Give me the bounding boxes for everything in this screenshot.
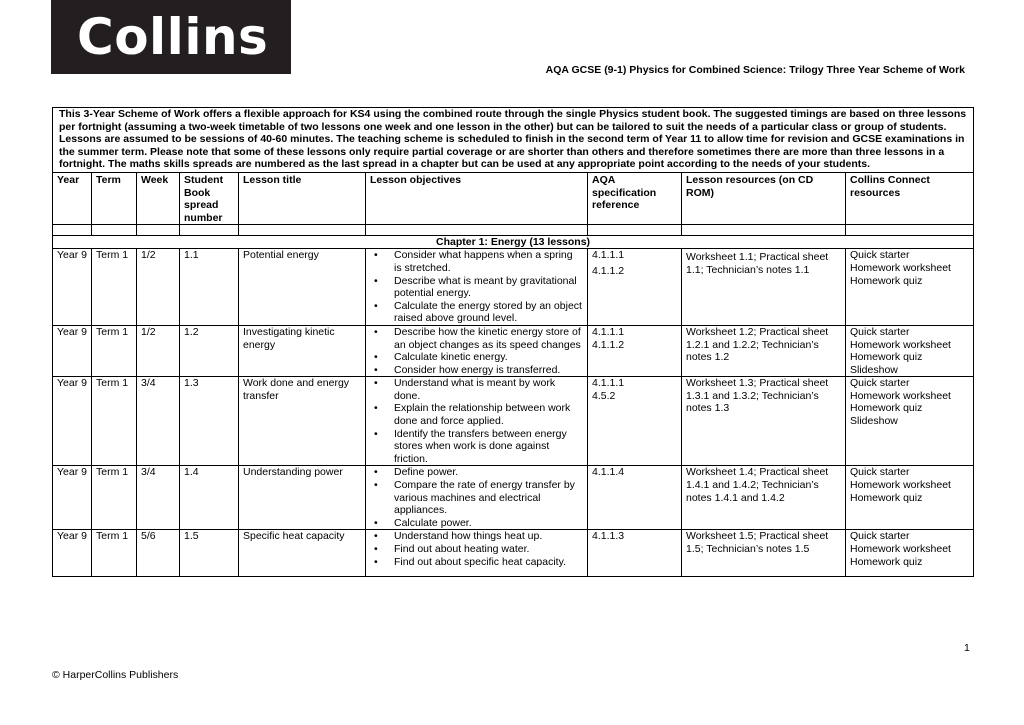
week-cell: 5/6 [137, 530, 180, 577]
connect-cell [846, 249, 974, 326]
spec-cell [588, 530, 682, 577]
connect-item: Quick starter [850, 530, 910, 543]
objective-item: • Explain the relationship between work done and force applied. [370, 402, 583, 427]
header-resources: Lesson resources (on CD ROM) [682, 172, 846, 224]
year-cell: Year 9 [53, 325, 92, 376]
spread-cell: 1.4 [180, 466, 239, 530]
objectives-cell [366, 466, 588, 530]
term-cell: Term 1 [92, 249, 137, 326]
header-spec: AQA specification reference [588, 172, 682, 224]
resources-cell: Worksheet 1.1; Practical sheet 1.1; Technician’s notes 1.1 [682, 249, 846, 326]
connect-cell [846, 325, 974, 376]
year-cell: Year 9 [53, 249, 92, 326]
objective-item: • Describe what is meant by gravitational potential energy. [370, 275, 583, 300]
copyright-footer: © HarperCollins Publishers [52, 669, 179, 681]
spec-ref: 4.1.1.2 [592, 338, 625, 351]
header-row [53, 172, 974, 224]
intro-text: This 3-Year Scheme of Work offers a flexible approach for KS4 using the combined route through the single Physics student book. The suggested timings are based on three lessons per fortnight (assuming a two-week timetable of two lessons one week and one lesson in the other) but can be tailored to suit the needs of a particular class or group of students. Lessons are assumed to be sessions of 40-60 minutes. The teaching scheme is scheduled to finish in the second term of Year 11 to allow time for revision and GCSE examinations in the summer term. Please note that some of these lessons only require partial coverage or are shorter than others and therefore sometimes there are more than three lessons in a fortnight. The maths skills spreads are numbered as the last spread in a chapter but can be used at any appropriate point according to the needs of your students. [53, 108, 974, 173]
objectives-cell [366, 325, 588, 376]
connect-item: Homework quiz [850, 402, 923, 415]
header-year: Year [53, 172, 92, 224]
page-number: 1 [964, 642, 970, 654]
objective-item: • Compare the rate of energy transfer by various machines and electrical appliances. [370, 479, 583, 517]
objective-item: • Consider how energy is transferred. [370, 364, 583, 377]
connect-item: Quick starter [850, 377, 910, 390]
connect-item: Homework worksheet [850, 389, 951, 402]
objective-item: • Consider what happens when a spring is stretched. [370, 249, 583, 274]
spec-cell [588, 325, 682, 376]
spread-cell: 1.1 [180, 249, 239, 326]
chapter-row [53, 236, 974, 249]
objectives-cell [366, 530, 588, 577]
term-cell: Term 1 [92, 466, 137, 530]
header-objectives: Lesson objectives [366, 172, 588, 224]
spec-ref: 4.1.1.3 [592, 530, 625, 543]
week-cell: 1/2 [137, 325, 180, 376]
connect-cell [846, 377, 974, 466]
header-week: Week [137, 172, 180, 224]
spec-ref: 4.1.1.4 [592, 466, 625, 479]
connect-cell [846, 466, 974, 530]
spec-ref: 4.1.1.2 [592, 264, 625, 277]
connect-item: Homework worksheet [850, 338, 951, 351]
lesson-title-cell: Understanding power [239, 466, 366, 530]
connect-item: Quick starter [850, 249, 910, 262]
week-cell: 1/2 [137, 249, 180, 326]
connect-item: Quick starter [850, 466, 910, 479]
term-cell: Term 1 [92, 530, 137, 577]
objective-item: • Calculate the energy stored by an object raised above ground level. [370, 300, 583, 325]
term-cell: Term 1 [92, 377, 137, 466]
chapter-heading: Chapter 1: Energy (13 lessons) [53, 236, 974, 249]
connect-item: Slideshow [850, 363, 898, 376]
year-cell: Year 9 [53, 377, 92, 466]
objective-item: • Understand what is meant by work done. [370, 377, 583, 402]
spec-cell [588, 466, 682, 530]
year-cell: Year 9 [53, 530, 92, 577]
objectives-cell [366, 249, 588, 326]
objective-item: • Describe how the kinetic energy store of an object changes as its speed changes [370, 326, 583, 351]
resources-cell: Worksheet 1.3; Practical sheet 1.3.1 and 1.3.2; Technician’s notes 1.3 [682, 377, 846, 466]
header-term: Term [92, 172, 137, 224]
objective-item: • Understand how things heat up. [370, 530, 583, 543]
resources-cell: Worksheet 1.2; Practical sheet 1.2.1 and 1.2.2; Technician’s notes 1.2 [682, 325, 846, 376]
connect-item: Homework quiz [850, 491, 923, 504]
lesson-title-cell: Work done and energy transfer [239, 377, 366, 466]
objectives-cell [366, 377, 588, 466]
table-row [53, 377, 974, 466]
term-cell: Term 1 [92, 325, 137, 376]
collins-logo: Collins [51, 0, 291, 74]
connect-item: Homework quiz [850, 555, 923, 568]
week-cell: 3/4 [137, 377, 180, 466]
header-lesson-title: Lesson title [239, 172, 366, 224]
table-row [53, 530, 974, 577]
spec-cell [588, 249, 682, 326]
objective-item: • Identify the transfers between energy stores when work is done against friction. [370, 428, 583, 466]
spacer-row [53, 225, 974, 236]
header-spread: Student Book spread number [180, 172, 239, 224]
lesson-title-cell: Investigating kinetic energy [239, 325, 366, 376]
connect-cell [846, 530, 974, 577]
resources-cell: Worksheet 1.5; Practical sheet 1.5; Technician’s notes 1.5 [682, 530, 846, 577]
connect-item: Homework worksheet [850, 543, 951, 555]
connect-item: Homework worksheet [850, 479, 951, 492]
objective-item: • Define power. [370, 466, 583, 479]
table-row [53, 466, 974, 530]
spec-ref: 4.1.1.1 [592, 377, 625, 390]
spec-ref: 4.5.2 [592, 389, 616, 402]
connect-item: Homework quiz [850, 274, 923, 287]
objective-item: • Calculate power. [370, 517, 583, 530]
spec-ref: 4.1.1.1 [592, 249, 625, 262]
objective-item: • Calculate kinetic energy. [370, 351, 583, 364]
spec-ref: 4.1.1.1 [592, 325, 625, 338]
lesson-title-cell: Specific heat capacity [239, 530, 366, 577]
resources-cell: Worksheet 1.4; Practical sheet 1.4.1 and 1.4.2; Technician’s notes 1.4.1 and 1.4.2 [682, 466, 846, 530]
header-connect: Collins Connect resources [846, 172, 974, 224]
objective-item: • Find out about specific heat capacity. [370, 556, 583, 569]
connect-item: Homework quiz [850, 351, 923, 364]
spread-cell: 1.2 [180, 325, 239, 376]
spec-cell [588, 377, 682, 466]
table-row [53, 325, 974, 376]
document-title: AQA GCSE (9-1) Physics for Combined Science: Trilogy Three Year Scheme of Work [545, 64, 965, 76]
scheme-of-work-table [52, 107, 974, 577]
spread-cell: 1.5 [180, 530, 239, 577]
year-cell: Year 9 [53, 466, 92, 530]
table-row [53, 249, 974, 326]
connect-item: Slideshow [850, 415, 898, 428]
week-cell: 3/4 [137, 466, 180, 530]
connect-item: Homework worksheet [850, 261, 951, 274]
connect-item: Quick starter [850, 325, 910, 338]
lesson-title-cell: Potential energy [239, 249, 366, 326]
intro-row [53, 108, 974, 173]
spread-cell: 1.3 [180, 377, 239, 466]
objective-item: • Find out about heating water. [370, 543, 583, 556]
